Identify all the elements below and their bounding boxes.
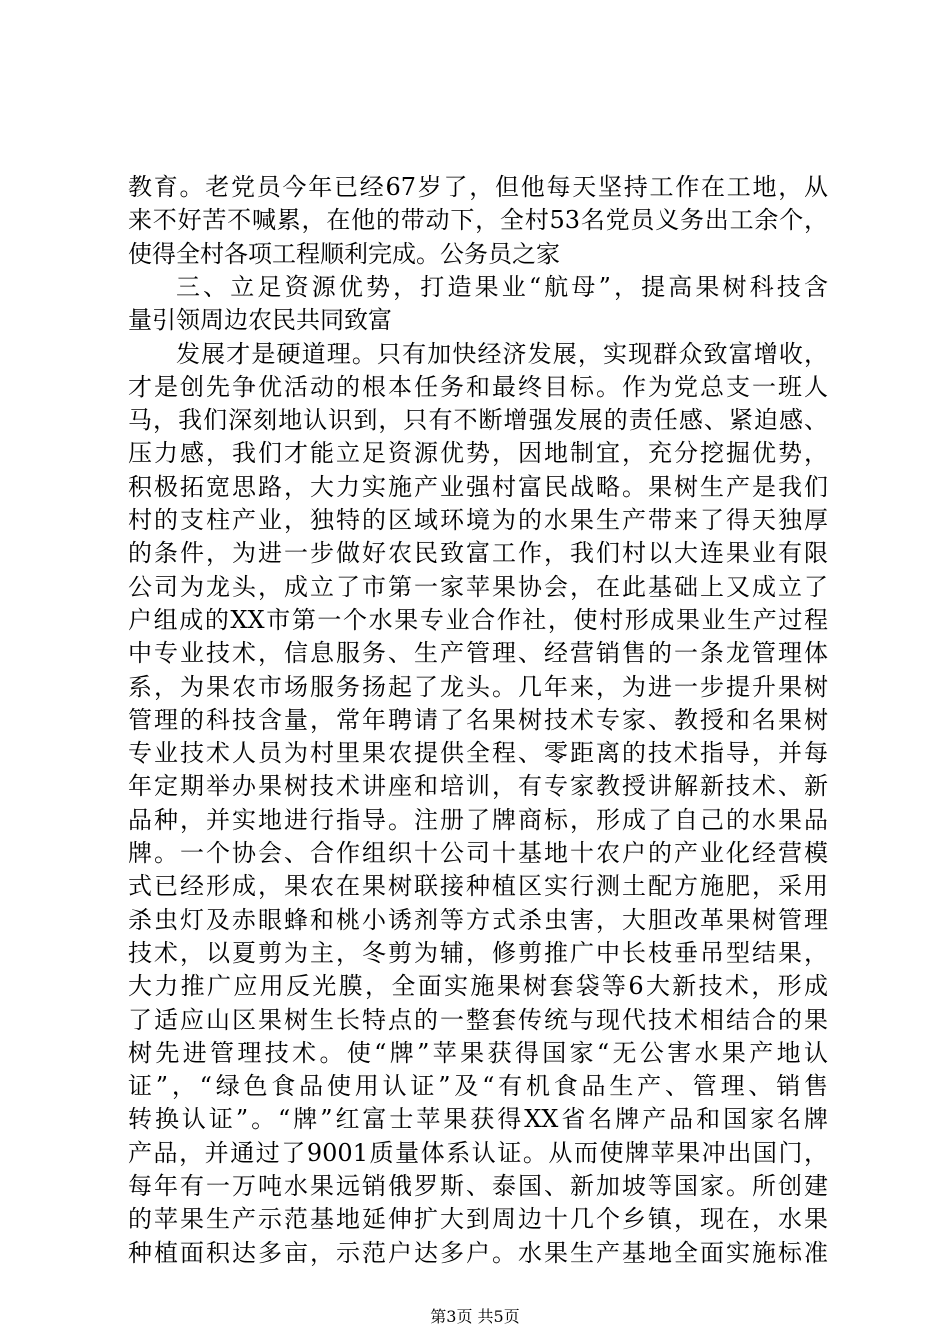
text-line: 管理的科技含量，常年聘请了名果树技术专家、教授和名果树 xyxy=(128,705,828,734)
text-line: 的条件，为进一步做好农民致富工作，我们村以大连果业有限 xyxy=(128,539,828,568)
text-line: 技术，以夏剪为主，冬剪为辅，修剪推广中长枝垂吊型结果， xyxy=(128,938,828,967)
text-line: 大力推广应用反光膜，全面实施果树套袋等6大新技术，形成 xyxy=(128,972,828,1001)
text-line: 种植面积达多亩，示范户达多户。水果生产基地全面实施标准 xyxy=(128,1238,828,1267)
text-line: 户组成的XX市第一个水果专业合作社，使村形成果业生产过程 xyxy=(128,605,828,634)
section-heading-line: 量引领周边农民共同致富 xyxy=(128,306,392,335)
text-line: 系，为果农市场服务扬起了龙头。几年来，为进一步提升果树 xyxy=(128,672,828,701)
text-line: 的苹果生产示范基地延伸扩大到周边十几个乡镇，现在，水果 xyxy=(128,1205,828,1234)
text-line: 转换认证”。“牌”红富士苹果获得XX省名牌产品和国家名牌 xyxy=(128,1105,828,1134)
text-line: 树先进管理技术。使“牌”苹果获得国家“无公害水果产地认 xyxy=(128,1038,828,1067)
text-line: 村的支柱产业，独特的区域环境为的水果生产带来了得天独厚 xyxy=(128,506,828,534)
text-line: 牌。一个协会、合作组织十公司十基地十农户的产业化经营模 xyxy=(128,839,828,867)
text-line: 使得全村各项工程顺利完成。公务员之家 xyxy=(128,239,560,268)
text-line: 专业技术人员为村里果农提供全程、零距离的技术指导，并每 xyxy=(128,739,828,768)
text-line: 中专业技术，信息服务、生产管理、经营销售的一条龙管理体 xyxy=(128,639,828,668)
section-heading-line: 三、立足资源优势，打造果业“航母”，提高果树科技含 xyxy=(176,272,828,301)
text-line: 压力感，我们才能立足资源优势，因地制宜，充分挖掘优势， xyxy=(128,439,828,468)
text-line: 产品，并通过了9001质量体系认证。从而使牌苹果冲出国门， xyxy=(128,1138,828,1167)
text-line: 了适应山区果树生长特点的一整套传统与现代技术相结合的果 xyxy=(128,1005,828,1034)
text-line: 杀虫灯及赤眼蜂和桃小诱剂等方式杀虫害，大胆改革果树管理 xyxy=(128,905,828,934)
text-line: 积极拓宽思路，大力实施产业强村富民战略。果树生产是我们 xyxy=(128,472,828,501)
page-footer: 第3页 共5页 xyxy=(430,1307,520,1326)
text-line: 公司为龙头，成立了市第一家苹果协会，在此基础上又成立了 xyxy=(128,572,828,601)
text-line: 年定期举办果树技术讲座和培训，有专家教授讲解新技术、新 xyxy=(128,772,828,801)
text-line: 品种，并实地进行指导。注册了牌商标，形成了自己的水果品 xyxy=(128,805,828,834)
text-line: 才是创先争优活动的根本任务和最终目标。作为党总支一班人 xyxy=(128,372,828,401)
text-line: 教育。老党员今年已经67岁了，但他每天坚持工作在工地，从 xyxy=(128,173,828,201)
text-line: 马，我们深刻地认识到，只有不断增强发展的责任感、紧迫感、 xyxy=(128,406,828,435)
text-line: 式已经形成，果农在果树联接种植区实行测土配方施肥，采用 xyxy=(128,872,828,901)
text-line: 每年有一万吨水果远销俄罗斯、泰国、新加坡等国家。所创建 xyxy=(128,1172,828,1200)
text-line: 发展才是硬道理。只有加快经济发展，实现群众致富增收， xyxy=(176,339,828,368)
text-line: 来不好苦不喊累，在他的带动下，全村53名党员义务出工余个， xyxy=(128,206,828,235)
text-line: 证”，“绿色食品使用认证”及“有机食品生产、管理、销售 xyxy=(128,1072,828,1101)
